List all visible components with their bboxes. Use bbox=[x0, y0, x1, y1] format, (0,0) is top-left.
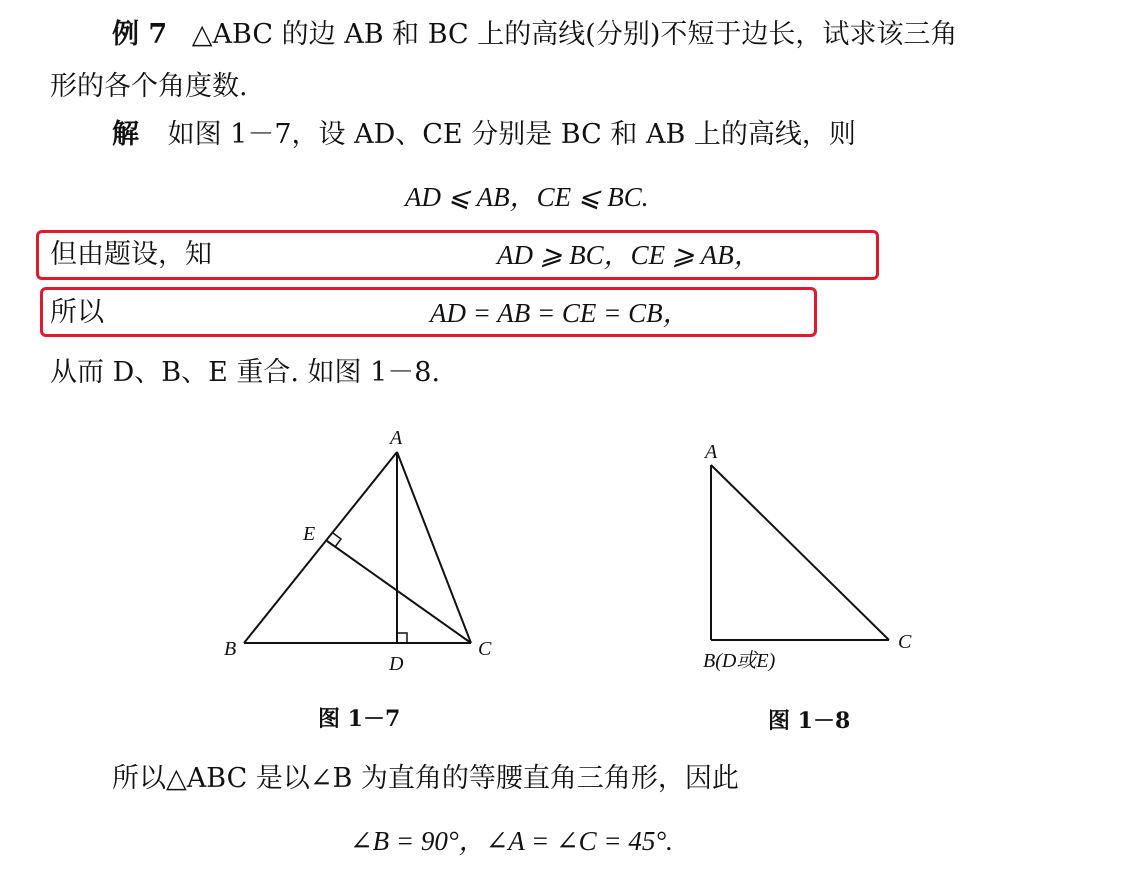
fig2-note-e: E bbox=[756, 650, 769, 672]
fig1-label-a: A bbox=[390, 427, 403, 449]
fig1-label-e: E bbox=[303, 523, 316, 545]
conclusion-text: 所以△ABC 是以∠B 为直角的等腰直角三角形，因此 bbox=[112, 763, 739, 794]
solution-intro: 如图 1－7，设 AD、CE 分别是 BC 和 AB 上的高线，则 bbox=[167, 119, 856, 150]
solution-label: 解 bbox=[112, 119, 139, 150]
example-text-1: △ABC 的边 AB 和 BC 上的高线(分别)不短于边长，试求该三角 bbox=[191, 19, 958, 50]
fig1-label-c: C bbox=[478, 638, 492, 660]
fig2-label-b: B bbox=[703, 650, 716, 672]
fig2-caption: 图 1－8 bbox=[768, 708, 851, 734]
fig2-side-ac bbox=[711, 465, 889, 640]
fig1-side-ab bbox=[244, 452, 397, 643]
fig2-label-b-note bbox=[703, 650, 776, 672]
fig2-note-d: D bbox=[721, 650, 737, 672]
fig2-label-a: A bbox=[705, 441, 718, 463]
fig2-label-c: C bbox=[898, 631, 912, 653]
fig2-note-or: 或 bbox=[736, 650, 757, 672]
fig1-side-ac bbox=[397, 452, 471, 643]
so-text: 所以 bbox=[50, 297, 104, 328]
given-text: 但由题设，知 bbox=[50, 239, 212, 270]
so-equation: AD = AB = CE = CB， bbox=[430, 298, 690, 328]
fig1-right-angle-d bbox=[397, 633, 407, 643]
fig2-note-open: ( bbox=[715, 650, 722, 672]
figure-1-7 bbox=[224, 427, 492, 675]
equation-1: AD ⩽ AB，CE ⩽ BC. bbox=[405, 182, 649, 212]
coincide-text: 从而 D、B、E 重合. 如图 1－8. bbox=[50, 357, 441, 388]
fig1-caption: 图 1－7 bbox=[318, 706, 401, 732]
example-text-2: 形的各个角度数. bbox=[50, 71, 248, 102]
fig1-altitude-ce bbox=[327, 541, 471, 643]
fig2-note-close: ) bbox=[768, 650, 776, 672]
fig1-label-b: B bbox=[224, 638, 237, 660]
final-equation: ∠B = 90°，∠A = ∠C = 45°. bbox=[350, 826, 673, 856]
figure-1-8 bbox=[703, 441, 912, 672]
fig1-label-d: D bbox=[389, 653, 404, 675]
example-label: 例 7 bbox=[112, 19, 168, 50]
given-equation: AD ⩾ BC，CE ⩾ AB， bbox=[497, 240, 761, 270]
